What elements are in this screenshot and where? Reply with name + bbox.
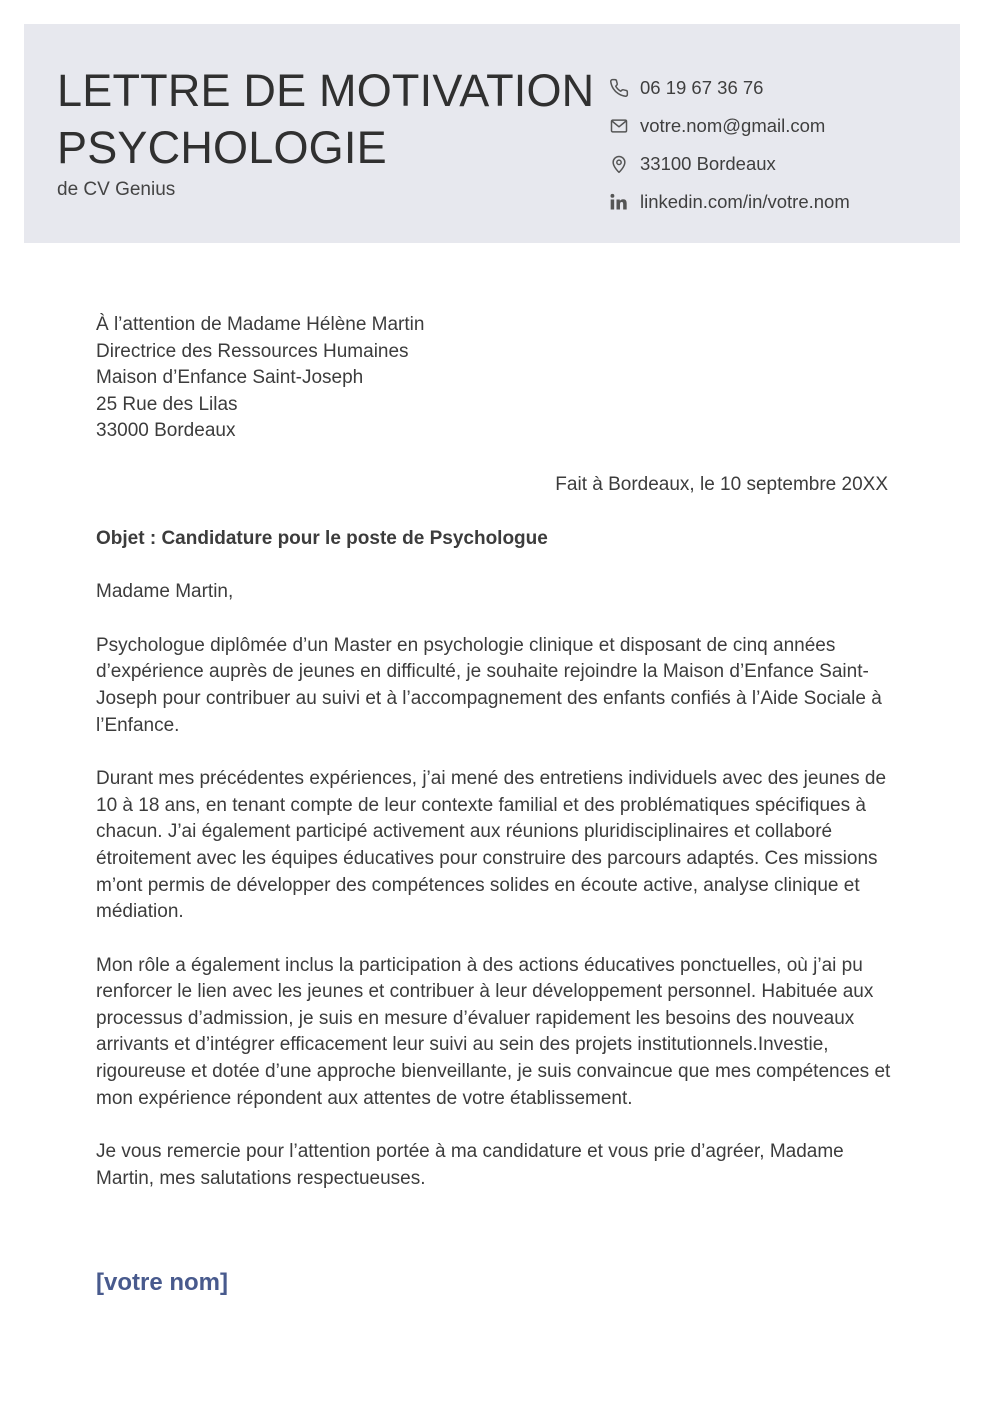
- paragraph-4: Je vous remercie pour l’attention portée à ma candidature et vous prie d’agréer, Madame Martin, mes salutations respectueuses.: [96, 1141, 844, 1189]
- letter-greeting: Madame Martin,: [96, 581, 234, 603]
- letter-subject: Objet : Candidature pour le poste de Psychologue: [96, 527, 548, 549]
- letter-date: Fait à Bordeaux, le 10 septembre 20XX: [555, 473, 888, 495]
- email-text: votre.nom@gmail.com: [640, 115, 826, 136]
- recipient-line: À l’attention de Madame Hélène Martin: [96, 314, 425, 335]
- signature: [votre nom]: [96, 1269, 228, 1297]
- phone-icon: [609, 78, 629, 98]
- recipient-line: 25 Rue des Lilas: [96, 393, 238, 415]
- recipient-line: 33000 Bordeaux: [96, 420, 236, 442]
- paragraph-2: Durant mes précédentes expériences, j’ai mené des entretiens individuels avec des jeunes de 10 à 18 ans, en tenant compte de leur contexte familial et des problématiques spécifiques à chacun. J’ai également participé activement aux réunions pluridisciplinaires et collaboré étroitement avec les équipes éducatives pour construire des parcours adaptés. Ces missions m’ont permis de développer des compétences solides en écoute active, analyse clinique et médiation.: [96, 768, 887, 923]
- title-line-1: LETTRE DE MOTIVATION: [57, 65, 595, 116]
- mail-icon: [609, 116, 629, 136]
- title-line-2: PSYCHOLOGIE: [57, 122, 387, 173]
- contact-phone: [609, 69, 949, 107]
- contact-email: [609, 107, 949, 145]
- linkedin-text[interactable]: linkedin.com/in/votre.nom: [640, 191, 850, 212]
- letter-body: [96, 312, 896, 1297]
- contact-linkedin: [609, 183, 949, 221]
- contact-block: [609, 69, 949, 221]
- letter-title: [57, 62, 594, 176]
- location-pin-icon: [609, 154, 629, 174]
- contact-address: [609, 145, 949, 183]
- recipient-line: Directrice des Ressources Humaines: [96, 340, 409, 362]
- recipient-line: Maison d’Enfance Saint-Joseph: [96, 367, 364, 389]
- paragraph-3: Mon rôle a également inclus la participation à des actions éducatives ponctuelles, où j’ai pu renforcer le lien avec les jeunes et contribuer à leur développement personnel. Habituée aux processus d’admission, je suis en mesure d’évaluer rapidement les besoins des nouveaux arrivants et d’intégrer efficacement leur suivi au sein des projets institutionnels.Investie, rigoureuse et dotée d’une approche bienveillante, je suis convaincue que mes compétences et mon expérience répondent aux attentes de votre établissement.: [96, 954, 891, 1109]
- paragraph-1: Psychologue diplômée d’un Master en psychologie clinique et disposant de cinq années d’expérience auprès de jeunes en difficulté, je souhaite rejoindre la Maison d’Enfance Saint-Joseph pour contribuer au suivi et à l’accompagnement des enfants confiés à l’Aide Sociale à l’Enfance.: [96, 634, 882, 736]
- letter-header: [24, 24, 960, 243]
- recipient-block: [96, 312, 896, 445]
- phone-text: 06 19 67 36 76: [640, 77, 764, 98]
- address-text: 33100 Bordeaux: [640, 153, 776, 174]
- letter-subtitle: de CV Genius: [57, 179, 176, 200]
- linkedin-icon: [609, 192, 629, 212]
